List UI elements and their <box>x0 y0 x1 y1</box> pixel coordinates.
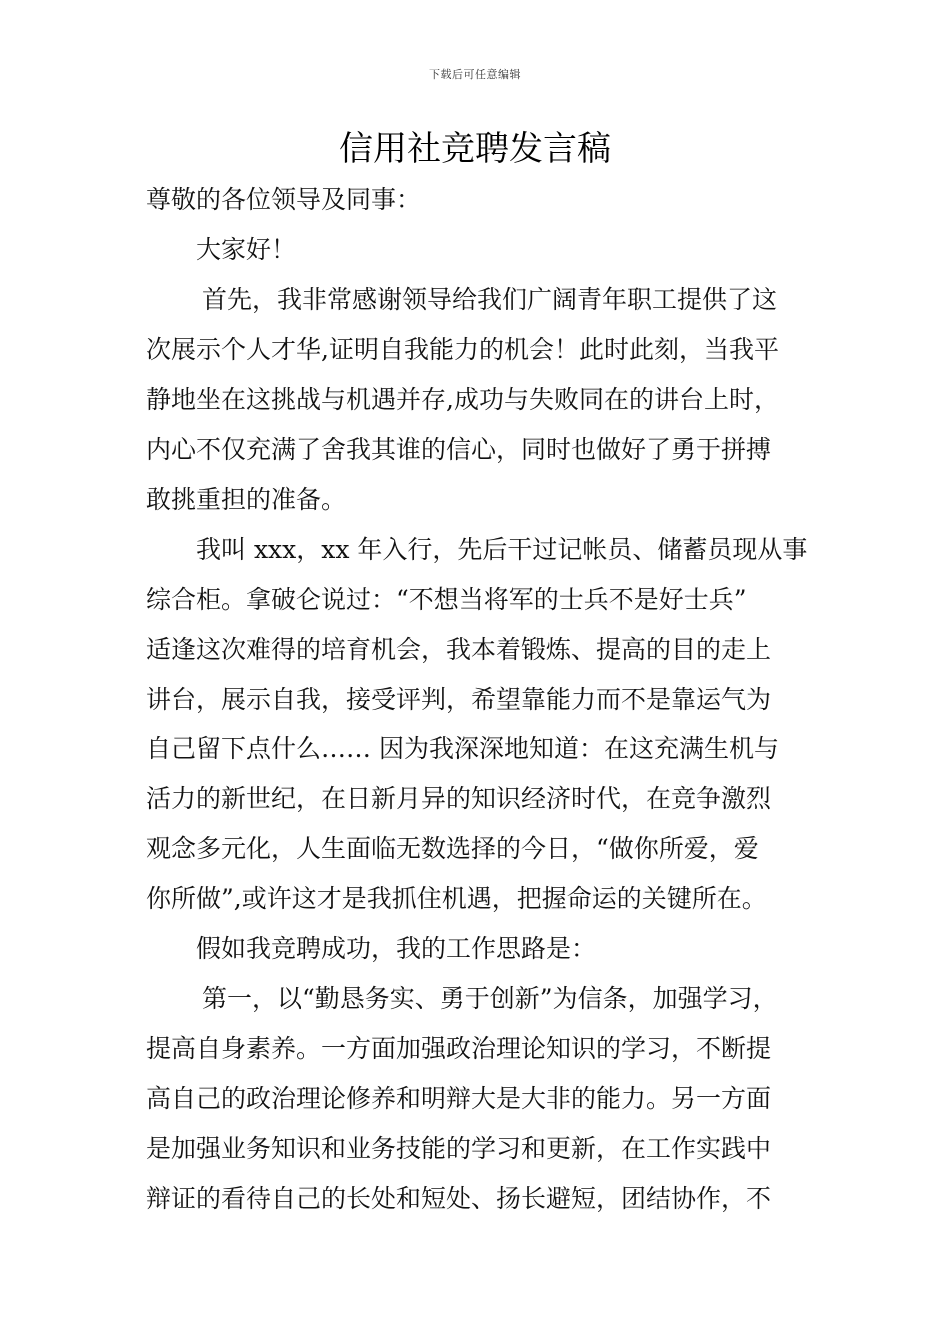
document-title: 信用社竞聘发言稿 <box>339 129 611 169</box>
body-line: 次展示个人才华,证明自我能力的机会！此时此刻，当我平 <box>146 335 779 364</box>
body-line: 我叫 xxx，xx 年入行，先后干过记帐员、储蓄员现从事 <box>196 535 808 564</box>
body-line: 高自己的政治理论修养和明辩大是大非的能力。另一方面 <box>146 1084 772 1113</box>
body-line: 假如我竞聘成功，我的工作思路是： <box>196 934 597 963</box>
body-line: 适逢这次难得的培育机会，我本着锻炼、提高的目的走上 <box>146 635 772 664</box>
body-line: 辩证的看待自己的长处和短处、扬长避短，团结协作，不 <box>146 1184 772 1213</box>
body-line: 讲台，展示自我，接受评判，希望靠能力而不是靠运气为 <box>146 685 772 714</box>
body-line: 首先，我非常感谢领导给我们广阔青年职工提供了这 <box>202 285 778 314</box>
body-line: 是加强业务知识和业务技能的学习和更新，在工作实践中 <box>146 1134 772 1163</box>
greeting-line: 大家好！ <box>196 235 297 264</box>
body-line: 第一，以“勤恳务实、勇于创新”为信条，加强学习， <box>202 984 778 1013</box>
header-note: 下载后可任意编辑 <box>429 68 521 81</box>
body-line: 静地坐在这挑战与机遇并存,成功与失败同在的讲台上时， <box>146 385 779 414</box>
body-line: 自己留下点什么…… 因为我深深地知道：在这充满生机与 <box>146 734 779 763</box>
body-line: 提高自身素养。一方面加强政治理论知识的学习，不断提 <box>146 1034 772 1063</box>
body-line: 敢挑重担的准备。 <box>146 485 347 514</box>
salutation-line: 尊敬的各位领导及同事： <box>146 185 422 214</box>
body-line: 内心不仅充满了舍我其谁的信心，同时也做好了勇于拼搏 <box>146 435 772 464</box>
body-line: 综合柜。拿破仑说过：“不想当将军的士兵不是好士兵” <box>146 585 747 614</box>
body-line: 你所做”,或许这才是我抓住机遇，把握命运的关键所在。 <box>146 884 767 913</box>
body-line: 活力的新世纪，在日新月异的知识经济时代，在竞争激烈 <box>146 784 772 813</box>
body-line: 观念多元化，人生面临无数选择的今日，“做你所爱，爱 <box>146 834 759 863</box>
